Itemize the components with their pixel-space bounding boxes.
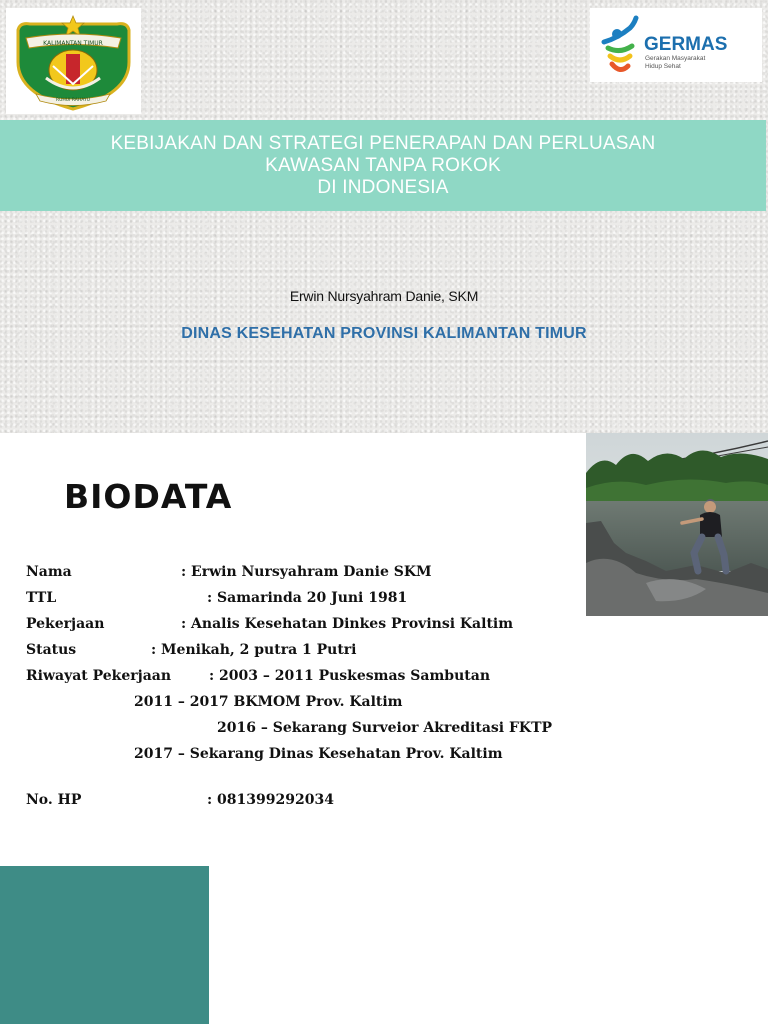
nama-value: : Erwin Nursyahram Danie SKM bbox=[181, 564, 432, 580]
agency-name: DINAS KESEHATAN PROVINSI KALIMANTAN TIMUR bbox=[181, 325, 587, 342]
title-line-1: KEBIJAKAN DAN STRATEGI PENERAPAN DAN PERLUASAN bbox=[110, 132, 656, 154]
emblem-banner-text: KALIMANTAN TIMUR bbox=[43, 40, 103, 47]
title-line-2: KAWASAN TANPA ROKOK bbox=[265, 154, 501, 176]
germas-tagline-2: Hidup Sehat bbox=[645, 63, 681, 70]
riwayat-label: Riwayat Pekerjaan bbox=[26, 668, 172, 684]
nama-label: Nama bbox=[26, 564, 72, 580]
title-line-3: DI INDONESIA bbox=[317, 176, 449, 198]
biodata-slide bbox=[0, 433, 768, 1024]
biodata-heading: BIODATA bbox=[64, 477, 233, 516]
riwayat-line-2: 2011 – 2017 BKMOM Prov. Kaltim bbox=[134, 694, 403, 710]
teal-decoration-block bbox=[0, 866, 209, 1024]
title-slide bbox=[0, 0, 768, 433]
presentation-title bbox=[0, 120, 766, 211]
emblem-motto-text: RUHUI RAHAYU bbox=[55, 98, 91, 103]
riwayat-value: : 2003 – 2011 Puskesmas Sambutan bbox=[209, 668, 490, 684]
kaltim-emblem-icon bbox=[6, 8, 141, 114]
germas-figure-icon bbox=[590, 8, 762, 82]
author-name: Erwin Nursyahram Danie, SKM bbox=[289, 288, 479, 304]
riwayat-line-4: 2017 – Sekarang Dinas Kesehatan Prov. Kaltim bbox=[134, 746, 503, 762]
kaltim-emblem-logo bbox=[6, 8, 141, 114]
hp-value: : 081399292034 bbox=[207, 792, 334, 808]
pekerjaan-label: Pekerjaan bbox=[26, 616, 105, 632]
germas-brand-text: GERMAS bbox=[644, 34, 728, 55]
ttl-label: TTL bbox=[26, 590, 57, 606]
germas-tagline-1: Gerakan Masyarakat bbox=[645, 55, 706, 62]
ttl-value: : Samarinda 20 Juni 1981 bbox=[207, 590, 408, 606]
pekerjaan-value: : Analis Kesehatan Dinkes Provinsi Kaltim bbox=[181, 616, 514, 632]
germas-logo bbox=[590, 8, 762, 82]
hp-label: No. HP bbox=[26, 792, 82, 808]
riwayat-line-3: 2016 – Sekarang Surveior Akreditasi FKTP bbox=[217, 720, 553, 736]
status-value: : Menikah, 2 putra 1 Putri bbox=[151, 642, 357, 658]
status-label: Status bbox=[26, 642, 77, 658]
